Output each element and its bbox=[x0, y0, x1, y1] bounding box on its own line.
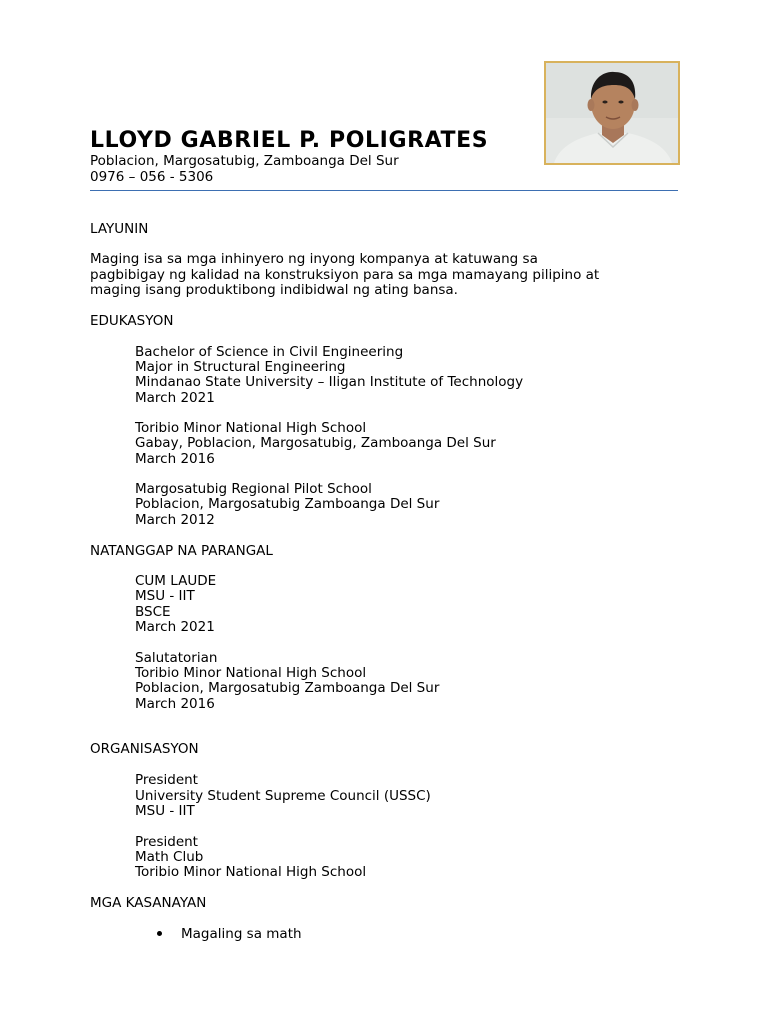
award-title: Salutatorian bbox=[135, 650, 218, 666]
section-heading-organisasyon: ORGANISASYON bbox=[90, 741, 199, 757]
education-degree: Bachelor of Science in Civil Engineering bbox=[135, 344, 404, 360]
award-title: CUM LAUDE bbox=[135, 573, 217, 589]
section-heading-edukasyon: EDUKASYON bbox=[90, 313, 174, 329]
organization-name: Math Club bbox=[135, 849, 204, 865]
education-date: March 2012 bbox=[135, 512, 215, 528]
header-divider bbox=[90, 190, 678, 191]
bullet-icon bbox=[157, 931, 162, 936]
objective-line: pagbibigay ng kalidad na konstruksiyon para sa mga mamayang pilipino at bbox=[90, 266, 600, 283]
award-program: BSCE bbox=[135, 604, 171, 620]
section-heading-layunin: LAYUNIN bbox=[90, 221, 149, 237]
organization-role: President bbox=[135, 834, 198, 850]
education-date: March 2016 bbox=[135, 451, 215, 467]
objective-line: Maging isa sa mga inhinyero ng inyong kompanya at katuwang sa bbox=[90, 251, 538, 267]
phone-number: 0976 – 056 - 5306 bbox=[90, 168, 214, 185]
education-location: Gabay, Poblacion, Margosatubig, Zamboanga Del Sur bbox=[135, 435, 496, 451]
award-location: Poblacion, Margosatubig Zamboanga Del Sur bbox=[135, 680, 440, 696]
address: Poblacion, Margosatubig, Zamboanga Del Sur bbox=[90, 153, 399, 169]
contact-block bbox=[90, 154, 399, 185]
objective-paragraph bbox=[90, 252, 680, 299]
skill-item: Magaling sa math bbox=[181, 926, 302, 942]
organization-name: University Student Supreme Council (USSC) bbox=[135, 788, 431, 804]
education-location: Poblacion, Margosatubig Zamboanga Del Sur bbox=[135, 496, 440, 512]
applicant-name: LLOYD GABRIEL P. POLIGRATES bbox=[90, 128, 489, 153]
organization-role: President bbox=[135, 772, 198, 788]
award-institution: Toribio Minor National High School bbox=[135, 665, 367, 681]
organization-institution: Toribio Minor National High School bbox=[135, 864, 367, 880]
organization-institution: MSU - IIT bbox=[135, 803, 195, 819]
profile-photo bbox=[544, 61, 680, 165]
award-institution: MSU - IIT bbox=[135, 588, 195, 604]
award-date: March 2016 bbox=[135, 696, 215, 712]
education-school: Mindanao State University – Iligan Institute of Technology bbox=[135, 374, 524, 390]
section-heading-parangal: NATANGGAP NA PARANGAL bbox=[90, 543, 273, 559]
section-heading-kasanayan: MGA KASANAYAN bbox=[90, 895, 207, 911]
objective-line: maging isang produktibong indibidwal ng ating bansa. bbox=[90, 282, 458, 298]
award-date: March 2021 bbox=[135, 619, 215, 635]
education-date: March 2021 bbox=[135, 390, 215, 406]
education-major: Major in Structural Engineering bbox=[135, 359, 346, 375]
education-school: Margosatubig Regional Pilot School bbox=[135, 481, 372, 497]
education-school: Toribio Minor National High School bbox=[135, 420, 367, 436]
